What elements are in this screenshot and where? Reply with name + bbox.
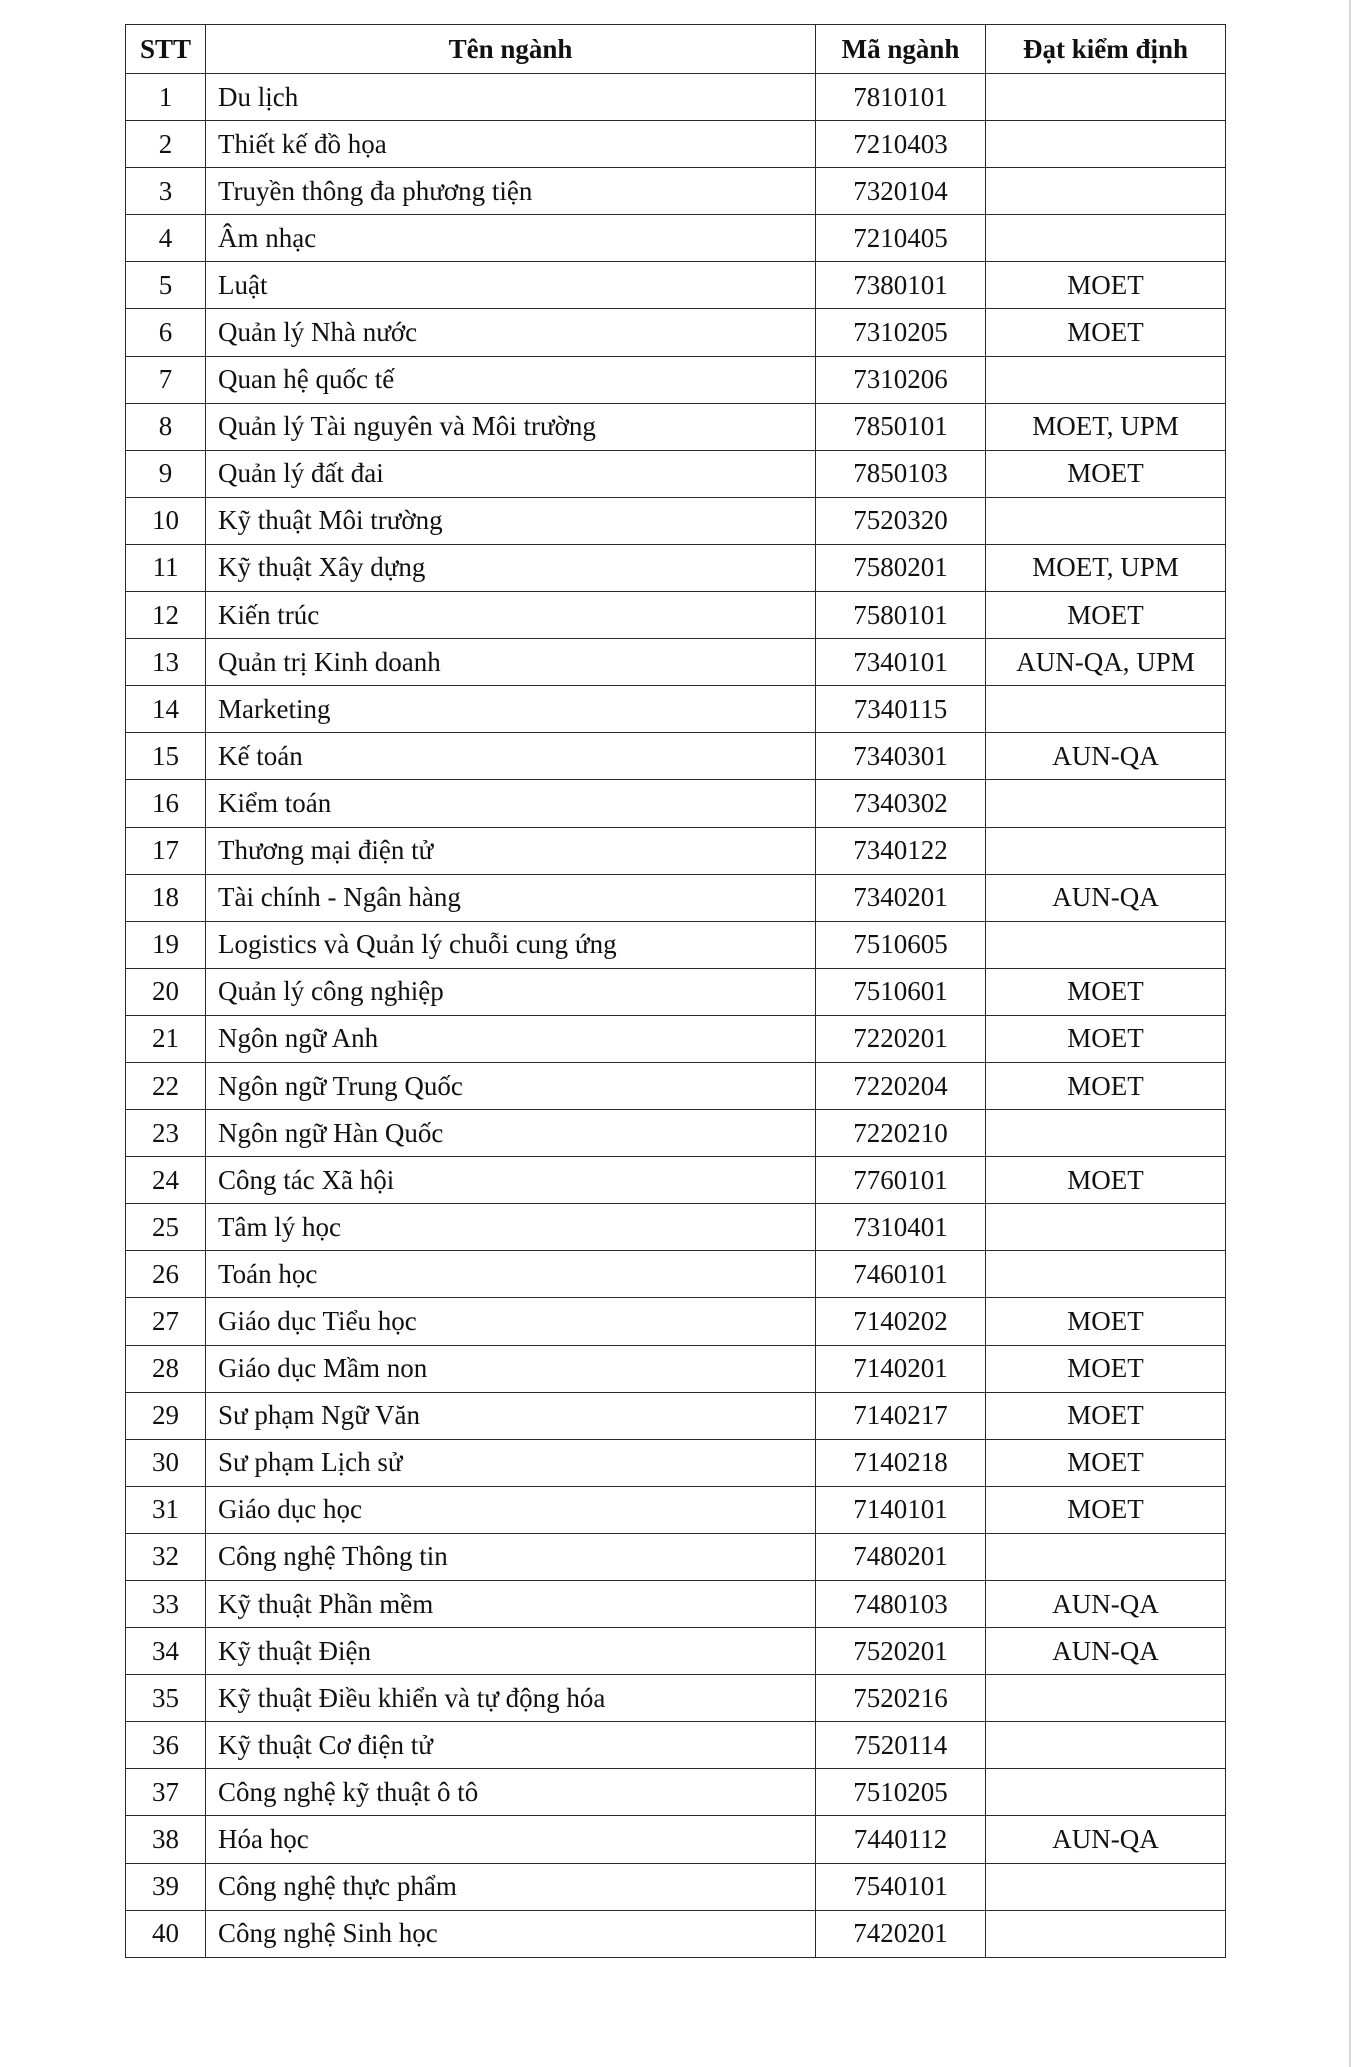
table-row	[126, 168, 1226, 215]
cell-accreditation	[986, 1722, 1226, 1769]
table-row	[126, 874, 1226, 921]
cell-major-code: 7480201	[816, 1533, 986, 1580]
table-row	[126, 1157, 1226, 1204]
cell-major-name: Giáo dục học	[206, 1486, 816, 1533]
cell-major-name: Hóa học	[206, 1816, 816, 1863]
table-row	[126, 1345, 1226, 1392]
cell-major-name: Kỹ thuật Môi trường	[206, 497, 816, 544]
cell-accreditation: MOET	[986, 1392, 1226, 1439]
cell-major-name: Quản lý Nhà nước	[206, 309, 816, 356]
cell-stt: 9	[126, 450, 206, 497]
cell-stt: 34	[126, 1628, 206, 1675]
table-row	[126, 262, 1226, 309]
table-row	[126, 1581, 1226, 1628]
cell-accreditation	[986, 780, 1226, 827]
cell-major-code: 7340115	[816, 686, 986, 733]
cell-major-name: Kỹ thuật Phần mềm	[206, 1581, 816, 1628]
header-stt: STT	[126, 25, 206, 74]
majors-table-container	[125, 24, 1225, 1958]
cell-stt: 14	[126, 686, 206, 733]
cell-major-code: 7220201	[816, 1015, 986, 1062]
cell-stt: 21	[126, 1015, 206, 1062]
cell-major-code: 7850103	[816, 450, 986, 497]
cell-stt: 12	[126, 592, 206, 639]
cell-accreditation	[986, 921, 1226, 968]
cell-major-name: Thiết kế đồ họa	[206, 121, 816, 168]
cell-major-name: Quản trị Kinh doanh	[206, 639, 816, 686]
table-row	[126, 309, 1226, 356]
cell-stt: 30	[126, 1439, 206, 1486]
cell-major-code: 7540101	[816, 1863, 986, 1910]
cell-major-name: Toán học	[206, 1251, 816, 1298]
cell-major-code: 7510605	[816, 921, 986, 968]
cell-accreditation	[986, 1251, 1226, 1298]
cell-major-code: 7380101	[816, 262, 986, 309]
cell-major-name: Ngôn ngữ Trung Quốc	[206, 1062, 816, 1109]
table-row	[126, 544, 1226, 591]
cell-major-code: 7580101	[816, 592, 986, 639]
table-row	[126, 74, 1226, 121]
table-row	[126, 1910, 1226, 1957]
cell-accreditation: AUN-QA	[986, 874, 1226, 921]
cell-major-name: Công tác Xã hội	[206, 1157, 816, 1204]
cell-accreditation: MOET	[986, 968, 1226, 1015]
table-row	[126, 403, 1226, 450]
cell-stt: 22	[126, 1062, 206, 1109]
cell-major-code: 7440112	[816, 1816, 986, 1863]
cell-accreditation: MOET	[986, 1439, 1226, 1486]
cell-accreditation	[986, 356, 1226, 403]
cell-accreditation	[986, 1910, 1226, 1957]
cell-stt: 25	[126, 1204, 206, 1251]
table-row	[126, 1816, 1226, 1863]
cell-major-name: Kỹ thuật Cơ điện tử	[206, 1722, 816, 1769]
cell-major-code: 7510205	[816, 1769, 986, 1816]
cell-major-name: Tâm lý học	[206, 1204, 816, 1251]
cell-stt: 7	[126, 356, 206, 403]
cell-major-code: 7140218	[816, 1439, 986, 1486]
cell-accreditation: MOET	[986, 450, 1226, 497]
cell-major-code: 7320104	[816, 168, 986, 215]
cell-major-code: 7340122	[816, 827, 986, 874]
cell-accreditation: MOET	[986, 309, 1226, 356]
cell-stt: 11	[126, 544, 206, 591]
table-row	[126, 1204, 1226, 1251]
cell-major-code: 7810101	[816, 74, 986, 121]
cell-major-name: Quản lý Tài nguyên và Môi trường	[206, 403, 816, 450]
cell-accreditation: MOET	[986, 262, 1226, 309]
cell-stt: 3	[126, 168, 206, 215]
cell-accreditation: MOET	[986, 1015, 1226, 1062]
cell-major-code: 7210403	[816, 121, 986, 168]
cell-accreditation: MOET	[986, 592, 1226, 639]
cell-major-name: Công nghệ Sinh học	[206, 1910, 816, 1957]
cell-major-code: 7760101	[816, 1157, 986, 1204]
cell-major-name: Thương mại điện tử	[206, 827, 816, 874]
cell-major-name: Kỹ thuật Điều khiển và tự động hóa	[206, 1675, 816, 1722]
cell-stt: 38	[126, 1816, 206, 1863]
cell-stt: 31	[126, 1486, 206, 1533]
cell-major-code: 7210405	[816, 215, 986, 262]
cell-major-name: Âm nhạc	[206, 215, 816, 262]
cell-stt: 1	[126, 74, 206, 121]
cell-major-code: 7140101	[816, 1486, 986, 1533]
table-row	[126, 1533, 1226, 1580]
cell-stt: 36	[126, 1722, 206, 1769]
table-row	[126, 1392, 1226, 1439]
cell-major-name: Công nghệ thực phẩm	[206, 1863, 816, 1910]
cell-stt: 40	[126, 1910, 206, 1957]
cell-stt: 24	[126, 1157, 206, 1204]
cell-major-code: 7220210	[816, 1110, 986, 1157]
cell-stt: 6	[126, 309, 206, 356]
table-row	[126, 1863, 1226, 1910]
cell-major-name: Logistics và Quản lý chuỗi cung ứng	[206, 921, 816, 968]
cell-accreditation: AUN-QA	[986, 1816, 1226, 1863]
cell-accreditation	[986, 168, 1226, 215]
cell-major-name: Luật	[206, 262, 816, 309]
cell-stt: 13	[126, 639, 206, 686]
cell-stt: 16	[126, 780, 206, 827]
cell-stt: 10	[126, 497, 206, 544]
cell-accreditation: AUN-QA	[986, 733, 1226, 780]
cell-major-name: Giáo dục Tiểu học	[206, 1298, 816, 1345]
table-row	[126, 1722, 1226, 1769]
cell-stt: 18	[126, 874, 206, 921]
cell-major-code: 7340302	[816, 780, 986, 827]
cell-accreditation: AUN-QA, UPM	[986, 639, 1226, 686]
cell-major-name: Công nghệ Thông tin	[206, 1533, 816, 1580]
cell-accreditation: MOET	[986, 1157, 1226, 1204]
cell-major-name: Giáo dục Mầm non	[206, 1345, 816, 1392]
cell-stt: 32	[126, 1533, 206, 1580]
cell-major-code: 7520320	[816, 497, 986, 544]
table-row	[126, 450, 1226, 497]
cell-accreditation: MOET, UPM	[986, 403, 1226, 450]
cell-major-code: 7340301	[816, 733, 986, 780]
cell-major-name: Sư phạm Lịch sử	[206, 1439, 816, 1486]
cell-major-name: Quản lý đất đai	[206, 450, 816, 497]
table-row	[126, 733, 1226, 780]
cell-accreditation: AUN-QA	[986, 1581, 1226, 1628]
table-row	[126, 1675, 1226, 1722]
cell-major-name: Kỹ thuật Điện	[206, 1628, 816, 1675]
cell-stt: 37	[126, 1769, 206, 1816]
table-row	[126, 1769, 1226, 1816]
cell-major-name: Du lịch	[206, 74, 816, 121]
cell-major-code: 7850101	[816, 403, 986, 450]
cell-major-code: 7460101	[816, 1251, 986, 1298]
cell-stt: 20	[126, 968, 206, 1015]
cell-major-code: 7480103	[816, 1581, 986, 1628]
cell-stt: 35	[126, 1675, 206, 1722]
cell-accreditation	[986, 1110, 1226, 1157]
table-row	[126, 921, 1226, 968]
table-row	[126, 356, 1226, 403]
cell-major-name: Ngôn ngữ Anh	[206, 1015, 816, 1062]
cell-accreditation	[986, 1204, 1226, 1251]
table-row	[126, 1251, 1226, 1298]
cell-stt: 2	[126, 121, 206, 168]
cell-accreditation	[986, 1863, 1226, 1910]
cell-accreditation: MOET	[986, 1062, 1226, 1109]
cell-major-code: 7340101	[816, 639, 986, 686]
cell-stt: 19	[126, 921, 206, 968]
table-row	[126, 121, 1226, 168]
table-row	[126, 686, 1226, 733]
cell-major-name: Tài chính - Ngân hàng	[206, 874, 816, 921]
cell-major-name: Kỹ thuật Xây dựng	[206, 544, 816, 591]
cell-major-name: Kế toán	[206, 733, 816, 780]
table-row	[126, 780, 1226, 827]
cell-stt: 33	[126, 1581, 206, 1628]
cell-accreditation: MOET	[986, 1298, 1226, 1345]
table-row	[126, 215, 1226, 262]
cell-major-code: 7310206	[816, 356, 986, 403]
cell-stt: 29	[126, 1392, 206, 1439]
cell-accreditation	[986, 215, 1226, 262]
cell-stt: 27	[126, 1298, 206, 1345]
cell-major-name: Ngôn ngữ Hàn Quốc	[206, 1110, 816, 1157]
cell-major-code: 7140201	[816, 1345, 986, 1392]
table-row	[126, 1015, 1226, 1062]
cell-major-code: 7310401	[816, 1204, 986, 1251]
table-row	[126, 1439, 1226, 1486]
cell-stt: 17	[126, 827, 206, 874]
cell-major-code: 7520201	[816, 1628, 986, 1675]
cell-accreditation	[986, 1533, 1226, 1580]
cell-accreditation	[986, 497, 1226, 544]
cell-major-name: Quản lý công nghiệp	[206, 968, 816, 1015]
cell-major-code: 7140202	[816, 1298, 986, 1345]
page-edge-divider	[1349, 0, 1351, 2067]
table-row	[126, 827, 1226, 874]
table-row	[126, 1298, 1226, 1345]
cell-major-name: Sư phạm Ngữ Văn	[206, 1392, 816, 1439]
table-row	[126, 968, 1226, 1015]
cell-stt: 26	[126, 1251, 206, 1298]
cell-major-code: 7140217	[816, 1392, 986, 1439]
table-row	[126, 1110, 1226, 1157]
table-row	[126, 1628, 1226, 1675]
cell-accreditation	[986, 121, 1226, 168]
cell-stt: 4	[126, 215, 206, 262]
cell-major-name: Công nghệ kỹ thuật ô tô	[206, 1769, 816, 1816]
cell-accreditation	[986, 74, 1226, 121]
cell-major-code: 7580201	[816, 544, 986, 591]
cell-major-name: Kiểm toán	[206, 780, 816, 827]
cell-stt: 23	[126, 1110, 206, 1157]
majors-table	[125, 24, 1226, 1958]
cell-major-code: 7520114	[816, 1722, 986, 1769]
cell-major-code: 7510601	[816, 968, 986, 1015]
table-header-row	[126, 25, 1226, 74]
cell-accreditation: MOET, UPM	[986, 544, 1226, 591]
cell-accreditation	[986, 827, 1226, 874]
cell-major-code: 7220204	[816, 1062, 986, 1109]
cell-accreditation	[986, 1769, 1226, 1816]
table-row	[126, 592, 1226, 639]
cell-accreditation: MOET	[986, 1345, 1226, 1392]
cell-accreditation: MOET	[986, 1486, 1226, 1533]
cell-stt: 15	[126, 733, 206, 780]
table-row	[126, 497, 1226, 544]
header-major-code: Mã ngành	[816, 25, 986, 74]
cell-major-code: 7520216	[816, 1675, 986, 1722]
cell-major-code: 7420201	[816, 1910, 986, 1957]
cell-major-name: Quan hệ quốc tế	[206, 356, 816, 403]
cell-accreditation	[986, 686, 1226, 733]
cell-accreditation	[986, 1675, 1226, 1722]
cell-stt: 39	[126, 1863, 206, 1910]
table-row	[126, 639, 1226, 686]
cell-major-code: 7340201	[816, 874, 986, 921]
cell-major-name: Truyền thông đa phương tiện	[206, 168, 816, 215]
cell-accreditation: AUN-QA	[986, 1628, 1226, 1675]
cell-stt: 28	[126, 1345, 206, 1392]
table-row	[126, 1062, 1226, 1109]
header-accreditation: Đạt kiểm định	[986, 25, 1226, 74]
table-row	[126, 1486, 1226, 1533]
cell-major-name: Marketing	[206, 686, 816, 733]
cell-major-code: 7310205	[816, 309, 986, 356]
cell-stt: 8	[126, 403, 206, 450]
cell-stt: 5	[126, 262, 206, 309]
table-body	[126, 74, 1226, 1958]
cell-major-name: Kiến trúc	[206, 592, 816, 639]
header-major-name: Tên ngành	[206, 25, 816, 74]
